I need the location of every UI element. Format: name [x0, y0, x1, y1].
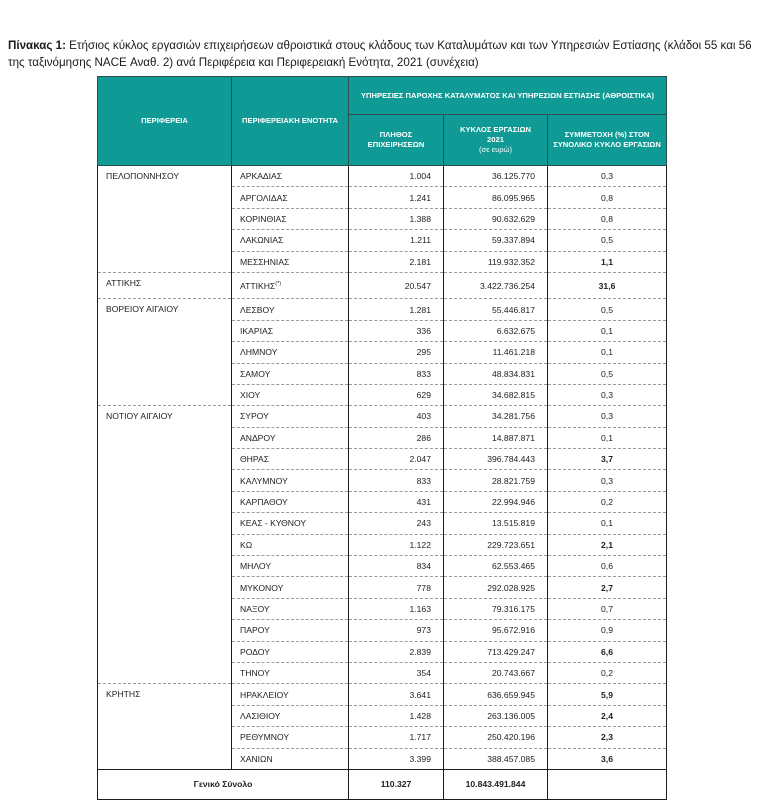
table-row — [98, 272, 667, 298]
table-row — [98, 166, 667, 187]
share-cell: 2,1 — [548, 534, 667, 555]
regional-unit-cell — [232, 230, 349, 251]
businesses-cell: 834 — [349, 556, 444, 577]
share-cell: 0,3 — [548, 406, 667, 427]
header-turnover — [444, 115, 548, 166]
regional-unit-name: ΧΙΟΥ — [240, 390, 261, 401]
regional-unit-cell — [232, 491, 349, 512]
turnover-cell: 11.461.218 — [444, 342, 548, 363]
turnover-cell: 28.821.759 — [444, 470, 548, 491]
share-cell: 0,1 — [548, 427, 667, 448]
regional-unit-name: ΑΝΔΡΟΥ — [240, 432, 276, 443]
businesses-cell: 295 — [349, 342, 444, 363]
share-cell: 2,3 — [548, 727, 667, 748]
regional-unit-name: ΑΡΚΑΔΙΑΣ — [240, 171, 283, 182]
share-cell: 0,2 — [548, 662, 667, 683]
share-cell: 0,5 — [548, 230, 667, 251]
turnover-cell: 34.281.756 — [444, 406, 548, 427]
turnover-cell: 14.887.871 — [444, 427, 548, 448]
regional-unit-name: ΛΕΣΒΟΥ — [240, 304, 275, 315]
share-cell: 2,7 — [548, 577, 667, 598]
businesses-cell: 778 — [349, 577, 444, 598]
table-row — [98, 299, 667, 320]
businesses-cell: 1.388 — [349, 208, 444, 229]
header-turnover-line3: (σε ευρώ) — [478, 145, 513, 154]
regional-unit-name: ΑΡΓΟΛΙΔΑΣ — [240, 192, 288, 203]
turnover-cell: 229.723.651 — [444, 534, 548, 555]
businesses-cell: 2.181 — [349, 251, 444, 272]
regional-unit-name: ΜΗΛΟΥ — [240, 561, 272, 572]
share-cell: 31,6 — [548, 272, 667, 298]
regional-unit-name: ΡΕΘΥΜΝΟΥ — [240, 732, 290, 743]
businesses-cell: 336 — [349, 320, 444, 341]
turnover-cell: 22.994.946 — [444, 491, 548, 512]
regional-unit-cell — [232, 577, 349, 598]
caption-label: Πίνακας 1: — [8, 39, 66, 52]
turnover-cell: 636.659.945 — [444, 684, 548, 705]
businesses-cell: 629 — [349, 384, 444, 405]
regional-unit-cell — [232, 470, 349, 491]
regional-unit-name: ΝΑΞΟΥ — [240, 604, 270, 614]
share-cell: 0,8 — [548, 187, 667, 208]
regional-unit-cell — [232, 641, 349, 662]
regional-unit-name: ΡΟΔΟΥ — [240, 646, 270, 657]
regional-unit-cell — [232, 748, 349, 769]
regional-unit-cell — [232, 705, 349, 726]
regional-unit-cell — [232, 449, 349, 470]
regional-unit-cell — [232, 427, 349, 448]
turnover-cell: 48.834.831 — [444, 363, 548, 384]
share-cell: 3,7 — [548, 449, 667, 470]
businesses-cell: 403 — [349, 406, 444, 427]
share-cell: 0,3 — [548, 470, 667, 491]
header-group: ΥΠΗΡΕΣΙΕΣ ΠΑΡΟΧΗΣ ΚΑΤΑΛΥΜΑΤΟΣ ΚΑΙ ΥΠΗΡΕΣΙΩΝ ΕΣΤΙΑΣΗΣ (ΑΘΡΟΙΣΤΙΚΑ) — [349, 77, 667, 115]
region-cell: ΝΟΤΙΟΥ ΑΙΓΑΙΟΥ — [98, 406, 232, 684]
regional-unit-cell — [232, 208, 349, 229]
share-cell: 3,6 — [548, 748, 667, 769]
share-cell: 1,1 — [548, 251, 667, 272]
regional-unit-name: ΚΩ — [240, 539, 253, 550]
regional-unit-cell — [232, 727, 349, 748]
regional-unit-cell — [232, 320, 349, 341]
region-cell: ΑΤΤΙΚΗΣ — [98, 272, 232, 298]
turnover-cell: 388.457.085 — [444, 748, 548, 769]
businesses-cell: 1.163 — [349, 598, 444, 619]
header-businesses: ΠΛΗΘΟΣ ΕΠΙΧΕΙΡΗΣΕΩΝ — [349, 115, 444, 166]
share-cell: 0,6 — [548, 556, 667, 577]
regional-unit-name: ΤΗΝΟΥ — [240, 668, 270, 679]
regional-unit-name: ΚΑΛΥΜΝΟΥ — [240, 475, 288, 486]
region-cell: ΒΟΡΕΙΟΥ ΑΙΓΑΙΟΥ — [98, 299, 232, 406]
regional-unit-name: ΙΚΑΡΙΑΣ — [240, 325, 274, 336]
turnover-cell: 36.125.770 — [444, 166, 548, 187]
caption-text: Ετήσιος κύκλος εργασιών επιχειρήσεων αθροιστικά στους κλάδους των Καταλυμάτων και των Υπηρεσιών Εστίασης (κλάδοι 55 και 56 της ταξινόμησης NACE Αναθ. 2) ανά Περιφέρεια και Περιφερειακή Ενότητα, 2021 (συνέχεια) — [8, 39, 752, 69]
businesses-cell: 1.211 — [349, 230, 444, 251]
businesses-cell: 20.547 — [349, 272, 444, 298]
turnover-cell: 3.422.736.254 — [444, 272, 548, 298]
total-row — [98, 769, 667, 799]
turnover-cell: 713.429.247 — [444, 641, 548, 662]
regional-unit-name: ΑΤΤΙΚΗΣ — [240, 280, 276, 291]
regional-unit-cell — [232, 384, 349, 405]
table-caption — [8, 37, 760, 71]
turnover-cell: 6.632.675 — [444, 320, 548, 341]
header-share: ΣΥΜΜΕΤΟΧΗ (%) ΣΤΟΝ ΣΥΝΟΛΙΚΟ ΚΥΚΛΟ ΕΡΓΑΣΙΩΝ — [548, 115, 667, 166]
share-cell: 0,5 — [548, 299, 667, 320]
turnover-cell: 59.337.894 — [444, 230, 548, 251]
turnover-cell: 86.095.965 — [444, 187, 548, 208]
regional-unit-name: ΣΥΡΟΥ — [240, 411, 269, 422]
turnover-cell: 292.028.925 — [444, 577, 548, 598]
businesses-cell: 286 — [349, 427, 444, 448]
regional-unit-cell — [232, 620, 349, 641]
turnover-cell: 55.446.817 — [444, 299, 548, 320]
turnover-cell: 13.515.819 — [444, 513, 548, 534]
total-businesses: 110.327 — [349, 769, 444, 799]
businesses-cell: 2.839 — [349, 641, 444, 662]
businesses-cell: 1.004 — [349, 166, 444, 187]
table-row — [98, 406, 667, 427]
businesses-cell: 1.428 — [349, 705, 444, 726]
share-cell: 0,3 — [548, 384, 667, 405]
regional-unit-cell — [232, 406, 349, 427]
businesses-cell: 973 — [349, 620, 444, 641]
regional-unit-name: ΜΕΣΣΗΝΙΑΣ — [240, 256, 290, 267]
regional-unit-name: ΚΑΡΠΑΘΟΥ — [240, 497, 288, 508]
share-cell: 0,3 — [548, 166, 667, 187]
regional-unit-cell — [232, 513, 349, 534]
turnover-cell: 79.316.175 — [444, 598, 548, 619]
turnover-cell: 119.932.352 — [444, 251, 548, 272]
regional-unit-name: ΜΥΚΟΝΟΥ — [240, 582, 284, 593]
regional-unit-name: ΘΗΡΑΣ — [240, 454, 270, 465]
regional-unit-name: ΚΟΡΙΝΘΙΑΣ — [240, 213, 287, 224]
businesses-cell: 833 — [349, 363, 444, 384]
businesses-cell: 354 — [349, 662, 444, 683]
regional-unit-name: ΚΕΑΣ - ΚΥΘΝΟΥ — [240, 518, 307, 529]
share-cell: 5,9 — [548, 684, 667, 705]
businesses-cell: 1.281 — [349, 299, 444, 320]
share-cell: 6,6 — [548, 641, 667, 662]
total-share — [548, 769, 667, 799]
total-label: Γενικό Σύνολο — [98, 769, 349, 799]
regional-unit-cell — [232, 662, 349, 683]
businesses-cell: 3.641 — [349, 684, 444, 705]
header-turnover-line1: ΚΥΚΛΟΣ ΕΡΓΑΣΙΩΝ — [459, 125, 532, 134]
share-cell: 0,1 — [548, 320, 667, 341]
regional-unit-cell — [232, 363, 349, 384]
header-region: ΠΕΡΙΦΕΡΕΙΑ — [98, 77, 232, 166]
regional-unit-cell — [232, 342, 349, 363]
regional-unit-cell — [232, 299, 349, 320]
regional-unit-cell — [232, 556, 349, 577]
businesses-cell: 1.717 — [349, 727, 444, 748]
share-cell: 2,4 — [548, 705, 667, 726]
share-cell: 0,5 — [548, 363, 667, 384]
turnover-cell: 95.672.916 — [444, 620, 548, 641]
regional-unit-name: ΛΑΚΩΝΙΑΣ — [240, 235, 284, 246]
businesses-cell: 243 — [349, 513, 444, 534]
regional-unit-name: ΗΡΑΚΛΕΙΟΥ — [240, 689, 289, 700]
turnover-cell: 263.136.005 — [444, 705, 548, 726]
businesses-cell: 1.241 — [349, 187, 444, 208]
turnover-cell: 396.784.443 — [444, 449, 548, 470]
regional-unit-cell — [232, 187, 349, 208]
share-cell: 0,8 — [548, 208, 667, 229]
businesses-cell: 431 — [349, 491, 444, 512]
regional-unit-cell — [232, 272, 349, 298]
header-regional-unit: ΠΕΡΙΦΕΡΕΙΑΚΗ ΕΝΟΤΗΤΑ — [232, 77, 349, 166]
regional-unit-cell — [232, 534, 349, 555]
regional-unit-name: ΧΑΝΙΩΝ — [240, 753, 273, 764]
businesses-cell: 833 — [349, 470, 444, 491]
share-cell: 0,1 — [548, 513, 667, 534]
turnover-cell: 34.682.815 — [444, 384, 548, 405]
businesses-cell: 2.047 — [349, 449, 444, 470]
turnover-cell: 250.420.196 — [444, 727, 548, 748]
turnover-table — [97, 76, 667, 800]
regional-unit-name: ΛΑΣΙΘΙΟΥ — [240, 710, 281, 721]
regional-unit-cell — [232, 598, 349, 619]
regional-unit-cell — [232, 251, 349, 272]
footnote-marker: (*) — [275, 280, 282, 287]
share-cell: 0,9 — [548, 620, 667, 641]
region-cell: ΚΡΗΤΗΣ — [98, 684, 232, 770]
share-cell: 0,7 — [548, 598, 667, 619]
businesses-cell: 1.122 — [349, 534, 444, 555]
regional-unit-name: ΠΑΡΟΥ — [240, 625, 270, 636]
turnover-cell: 90.632.629 — [444, 208, 548, 229]
total-turnover: 10.843.491.844 — [444, 769, 548, 799]
regional-unit-name: ΛΗΜΝΟΥ — [240, 347, 278, 358]
regional-unit-cell — [232, 684, 349, 705]
table-row — [98, 684, 667, 705]
header-turnover-line2: 2021 — [487, 135, 504, 144]
turnover-cell: 20.743.667 — [444, 662, 548, 683]
turnover-cell: 62.553.465 — [444, 556, 548, 577]
share-cell: 0,2 — [548, 491, 667, 512]
region-cell: ΠΕΛΟΠΟΝΝΗΣΟΥ — [98, 166, 232, 273]
regional-unit-cell — [232, 166, 349, 187]
table-body — [98, 166, 667, 770]
businesses-cell: 3.399 — [349, 748, 444, 769]
share-cell: 0,1 — [548, 342, 667, 363]
regional-unit-name: ΣΑΜΟΥ — [240, 368, 271, 379]
